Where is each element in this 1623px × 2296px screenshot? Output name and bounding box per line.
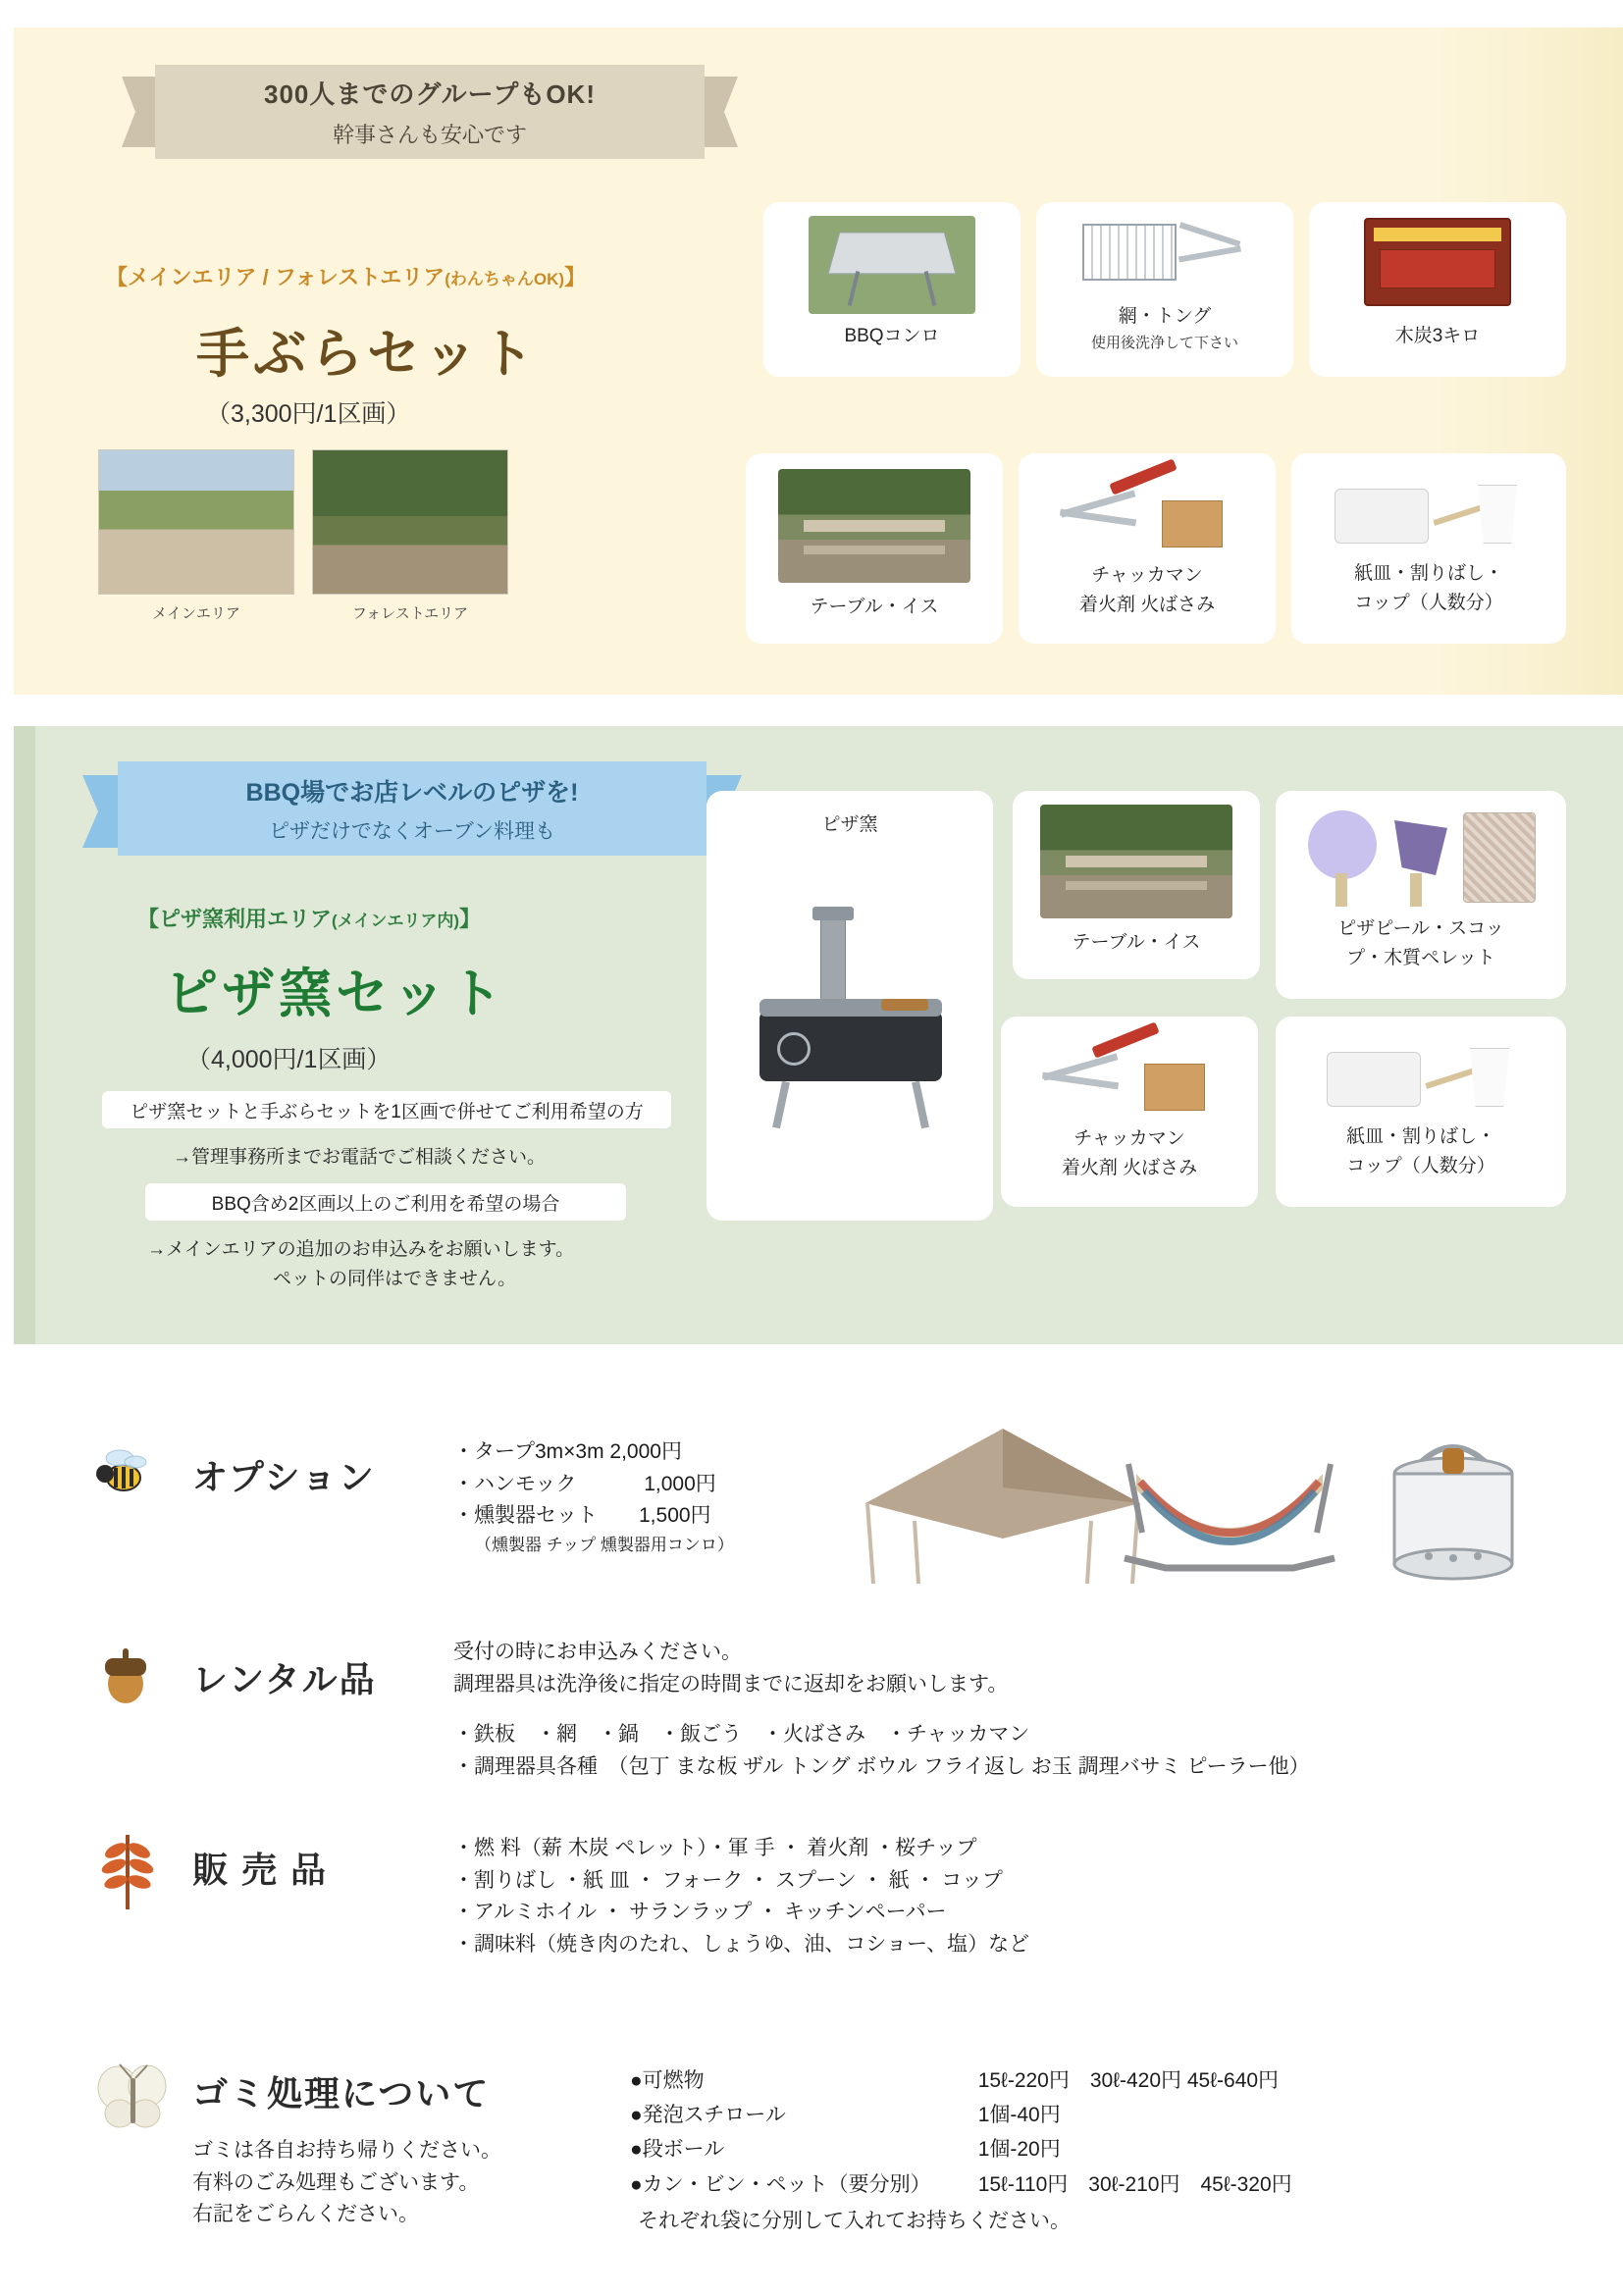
pizza-card-peel-label: ピザピール・スコッ (1337, 918, 1504, 939)
table-chair-photo (778, 469, 970, 583)
trash-row-3-name: ●段ボール (630, 2138, 725, 2162)
charcoal-box-photo (1364, 218, 1511, 306)
option-line-3: ・燻製器セット 1,500円 (453, 1504, 711, 1528)
bbq-grill-photo (809, 216, 975, 314)
leaf-icon (96, 1833, 159, 1888)
pizza-set-section (0, 726, 1623, 1344)
sale-title: 販 売 品 (192, 1850, 329, 1890)
pizza-card-peel-scoop-pellet (1276, 791, 1566, 999)
lighter-firestarter-photo (1054, 467, 1240, 555)
table-row (630, 2099, 1292, 2131)
pizza-oven-photo (734, 889, 966, 1183)
pizza-lighter-photo (1036, 1030, 1223, 1119)
option-line-1: ・タープ3m×3m 2,000円 (453, 1440, 682, 1463)
tebura-card-bbq-grill-label: BBQコンロ (844, 326, 940, 346)
tebura-area-tag-note: (わんちゃんOK) (445, 270, 565, 288)
rental-intro-line-1: 受付の時にお申込みください。 (453, 1641, 742, 1663)
tebura-price: （3,300円/1区画） (206, 400, 411, 428)
tebura-title: 手ぶらセット (196, 325, 538, 384)
photo-forest-area-caption: フォレストエリア (351, 605, 469, 622)
tebura-card-tableware (1291, 453, 1566, 644)
hammock-illustration (1107, 1435, 1352, 1592)
table-row (630, 2168, 1292, 2201)
trash-row-1-price: 15ℓ-220円 30ℓ-420円 45ℓ-640円 (977, 2069, 1280, 2092)
tebura-card-lighter (1019, 453, 1276, 644)
pizza-ribbon-line2: ピザだけでなくオーブン料理も (268, 819, 556, 843)
trash-title: ゴミ処理について (192, 2073, 491, 2113)
rental-item-line-2: ・調理器具各種 （包丁 まな板 ザル トング ボウル フライ返し お玉 調理バサミ ピーラー他） (453, 1754, 1310, 1778)
trash-row-1-name: ●可燃物 (630, 2069, 705, 2092)
trash-row-2-name: ●発泡スチロール (630, 2104, 786, 2127)
tebura-card-table-chair-label: テーブル・イス (810, 597, 939, 617)
tebura-ribbon (155, 65, 705, 159)
net-tongs-photo (1076, 216, 1253, 302)
tebura-area-tag-main: 【メインエリア / フォレストエリア (106, 265, 445, 289)
tebura-area-tag (106, 261, 586, 291)
tebura-card-net-tongs (1036, 202, 1293, 377)
pizza-price: （4,000円/1区画） (186, 1046, 392, 1073)
trash-left-line-1: ゴミは各自お持ち帰りください。 (192, 2139, 501, 2162)
sale-lines (453, 1833, 1029, 1960)
pizza-note-2-arrow2: ペットの同伴はできません。 (273, 1269, 517, 1289)
option-line-2: ・ハンモック 1,000円 (453, 1472, 716, 1495)
sale-line-1: ・燃 料（薪 木炭 ペレット）・軍 手 ・ 着火剤 ・桜チップ (453, 1837, 977, 1859)
sale-line-2: ・割りばし ・紙 皿 ・ フォーク ・ スプーン ・ 紙 ・ コップ (453, 1868, 1003, 1892)
tebura-card-charcoal (1309, 202, 1566, 377)
rental-title: レンタル品 (192, 1659, 377, 1699)
pizza-card-lighter-label: チャッカマン (1073, 1128, 1185, 1149)
tebura-card-net-tongs-label: 網・トング (1118, 306, 1212, 327)
trash-row-4-price: 15ℓ-110円 30ℓ-210円 45ℓ-320円 (977, 2172, 1292, 2196)
tebura-card-tableware-label: 紙皿・割りばし・ (1353, 563, 1503, 584)
butterfly-icon (90, 2062, 175, 2131)
trash-row-2-price: 1個-40円 (977, 2104, 1061, 2127)
photo-main-area-caption: メインエリア (152, 605, 240, 622)
pizza-tableware-photo (1323, 1030, 1519, 1115)
tebura-card-charcoal-label: 木炭3キロ (1394, 326, 1481, 346)
trash-left-line-2: 有料のごみ処理もございます。 (192, 2170, 480, 2194)
pizza-card-tableware-sub: コップ（人数分） (1346, 1156, 1495, 1176)
pizza-card-lighter (1001, 1017, 1258, 1207)
pizza-note-1-arrow: →管理事務所までお電話でご相談ください。 (173, 1147, 547, 1168)
trash-footer: それぞれ袋に分別して入れてお持ちください。 (638, 2210, 1071, 2232)
tableware-photo (1331, 467, 1527, 551)
trash-left-lines (192, 2135, 501, 2231)
pizza-card-peel-sub: プ・木質ペレット (1346, 948, 1495, 968)
services-section (0, 1374, 1623, 2296)
trash-left-line-3: 右記をごらんください。 (192, 2203, 419, 2226)
tebura-set-section (0, 27, 1623, 695)
tebura-area-tag-end: 】 (564, 265, 587, 289)
option-title: オプション (192, 1457, 376, 1497)
table-row (630, 2064, 1292, 2097)
pizza-card-table-chair-label: テーブル・イス (1072, 932, 1201, 953)
pizza-area-tag-main: 【ピザ窯利用エリア (137, 907, 333, 931)
tebura-card-table-chair (746, 453, 1003, 644)
pizza-ribbon (118, 761, 707, 856)
pizza-area-tag-note: (メインエリア内) (332, 912, 459, 930)
pizza-note-2: BBQ含め2区画以上のご利用を希望の場合 (145, 1183, 626, 1221)
rental-item-line-1: ・鉄板 ・網 ・鍋 ・飯ごう ・火ばさみ ・チャッカマン (453, 1723, 1030, 1746)
tebura-card-lighter-sub: 着火剤 火ばさみ (1078, 595, 1216, 615)
pizza-note-2-arrow: →メインエリアの追加のお申込みをお願いします。 (147, 1239, 575, 1260)
trash-row-3-price: 1個-20円 (977, 2138, 1061, 2162)
option-sub: （燻製器 チップ 燻製器用コンロ） (475, 1535, 734, 1554)
pizza-card-oven-label: ピザ窯 (821, 814, 878, 835)
trash-row-4-name: ●カン・ビン・ペット（要分別） (630, 2172, 931, 2196)
pizza-ribbon-line1: BBQ場でお店レベルのピザを! (245, 778, 579, 807)
rental-intro (453, 1637, 1008, 1700)
tebura-ribbon-line1: 300人までのグループもOK! (264, 79, 596, 109)
sale-line-4: ・調味料（焼き肉のたれ、しょうゆ、油、コショー、塩）など (453, 1932, 1030, 1956)
pizza-card-tableware-label: 紙皿・割りばし・ (1345, 1126, 1495, 1147)
trash-price-table (628, 2062, 1294, 2203)
table-row (630, 2133, 1292, 2166)
pizza-card-oven (707, 791, 993, 1221)
pizza-area-tag (137, 903, 481, 933)
pizza-card-lighter-sub: 着火剤 火ばさみ (1061, 1158, 1198, 1178)
photo-main-area (98, 449, 294, 595)
tebura-card-lighter-label: チャッカマン (1091, 565, 1203, 586)
tebura-card-bbq-grill (763, 202, 1021, 377)
sale-line-3: ・アルミホイル ・ サランラップ ・ キッチンペーパー (453, 1901, 947, 1924)
peel-scoop-pellet-photo (1300, 805, 1542, 907)
tebura-ribbon-line2: 幹事さんも安心です (332, 123, 527, 147)
photo-forest-area (312, 449, 508, 595)
rental-intro-line-2: 調理器具は洗浄後に指定の時間までに返却をお願いします。 (453, 1672, 1009, 1696)
pizza-title: ピザ窯セット (165, 965, 506, 1023)
acorn-icon (94, 1646, 157, 1701)
pizza-note-1: ピザ窯セットと手ぶらセットを1区画で併せてご利用希望の方 (102, 1091, 671, 1128)
pizza-card-tableware (1276, 1017, 1566, 1207)
pizza-table-chair-photo (1040, 805, 1232, 918)
pizza-area-tag-end: 】 (459, 907, 482, 931)
option-lines (453, 1436, 734, 1558)
tebura-card-tableware-sub: コップ（人数分） (1354, 593, 1503, 613)
smoker-illustration (1360, 1413, 1546, 1594)
bee-icon (90, 1444, 153, 1499)
tarp-illustration (856, 1419, 1150, 1586)
rental-items (453, 1719, 1310, 1783)
pizza-card-table-chair (1013, 791, 1260, 979)
tebura-card-net-tongs-sub: 使用後洗浄して下さい (1090, 335, 1238, 351)
